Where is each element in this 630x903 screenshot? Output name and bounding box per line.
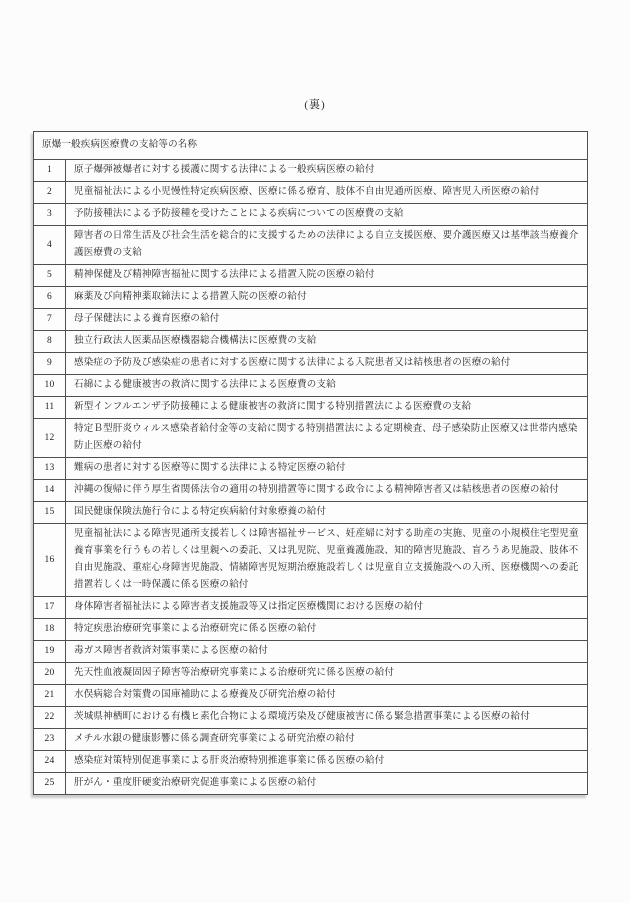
row-number: 23 [34,729,66,751]
table-row [34,375,588,397]
table-row [34,353,588,375]
benefit-rows [34,160,588,795]
table-row [34,309,588,331]
row-number: 21 [34,685,66,707]
row-text: 特定疾患治療研究事業による治療研究に係る医療の給付 [66,619,588,641]
table-row [34,729,588,751]
table-row [34,524,588,597]
row-number: 3 [34,204,66,226]
row-number: 16 [34,524,66,597]
row-text: 感染症の予防及び感染症の患者に対する医療に関する法律による入院患者又は結核患者の医療の給付 [66,353,588,375]
table-title: 原爆一般疾病医療費の支給等の名称 [34,132,588,160]
row-text: 茨城県神栖町における有機ヒ素化合物による環境汚染及び健康被害に係る緊急措置事業による医療の給付 [66,707,588,729]
row-text: 予防接種法による予防接種を受けたことによる疾病についての医療費の支給 [66,204,588,226]
row-number: 6 [34,287,66,309]
row-number: 2 [34,182,66,204]
table-row [34,397,588,419]
table-row [34,419,588,458]
row-number: 9 [34,353,66,375]
row-text: 新型インフルエンザ予防接種による健康被害の救済に関する特別措置法による医療費の支給 [66,397,588,419]
row-text: 毒ガス障害者救済対策事業による医療の給付 [66,641,588,663]
row-number: 24 [34,751,66,773]
row-text: 石綿による健康被害の救済に関する法律による医療費の支給 [66,375,588,397]
table-row [34,619,588,641]
row-number: 19 [34,641,66,663]
table-row [34,773,588,795]
table-row [34,160,588,182]
table-row [34,480,588,502]
table-row [34,597,588,619]
row-number: 18 [34,619,66,641]
table-row [34,707,588,729]
row-text: 独立行政法人医薬品医療機器総合機構法に医療費の支給 [66,331,588,353]
row-number: 8 [34,331,66,353]
row-number: 14 [34,480,66,502]
table-row [34,226,588,265]
row-text: 肝がん・重度肝硬変治療研究促進事業による医療の給付 [66,773,588,795]
row-text: 感染症対策特別促進事業による肝炎治療特別推進事業に係る医療の給付 [66,751,588,773]
row-number: 11 [34,397,66,419]
table-row [34,204,588,226]
row-number: 10 [34,375,66,397]
row-text: 沖縄の復帰に伴う厚生省関係法令の適用の特別措置等に関する政令による精神障害者又は結核患者の医療の給付 [66,480,588,502]
table-row [34,287,588,309]
table-row [34,265,588,287]
row-number: 1 [34,160,66,182]
table-row [34,331,588,353]
row-text: 児童福祉法による小児慢性特定疾病医療、医療に係る療育、肢体不自由児通所医療、障害児入所医療の給付 [66,182,588,204]
row-text: 特定Ｂ型肝炎ウィルス感染者給付金等の支給に関する特別措置法による定期検査、母子感染防止医療又は世帯内感染防止医療の給付 [66,419,588,458]
table-row [34,502,588,524]
row-text: 麻薬及び向精神薬取締法による措置入院の医療の給付 [66,287,588,309]
table-row [34,641,588,663]
row-text: 国民健康保険法施行令による特定疾病給付対象療養の給付 [66,502,588,524]
row-number: 5 [34,265,66,287]
row-number: 17 [34,597,66,619]
row-number: 22 [34,707,66,729]
row-number: 7 [34,309,66,331]
table-row [34,663,588,685]
row-text: 障害者の日常生活及び社会生活を総合的に支援するための法律による自立支援医療、要介護医療又は基準該当療養介護医療費の支給 [66,226,588,265]
row-number: 4 [34,226,66,265]
table-header [34,132,588,160]
row-text: 精神保健及び精神障害福祉に関する法律による措置入院の医療の給付 [66,265,588,287]
row-number: 13 [34,458,66,480]
row-text: 難病の患者に対する医療等に関する法律による特定医療の給付 [66,458,588,480]
row-text: 先天性血液凝固因子障害等治療研究事業による治療研究に係る医療の給付 [66,663,588,685]
row-text: 児童福祉法による障害児通所支援若しくは障害福祉サービス、妊産婦に対する助産の実施、児童の小規模住宅型児童養育事業を行うもの若しくは里親への委託、又は乳児院、児童養護施設、知的障害児施設、盲ろうあ児施設、肢体不自由児施設、重症心身障害児施設、情緒障害児短期治療施設若しくは児童自立支援施設への入所、医療機関への委託措置若しくは一時保護に係る医療の給付 [66,524,588,597]
table-title-row [34,132,588,160]
row-number: 12 [34,419,66,458]
page-side-label: (裏) [304,99,326,111]
benefit-names-table [33,131,588,795]
row-text: 水俣病総合対策費の国庫補助による療養及び研究治療の給付 [66,685,588,707]
table-row [34,685,588,707]
row-text: 原子爆弾被爆者に対する援護に関する法律による一般疾病医療の給付 [66,160,588,182]
table-row [34,458,588,480]
row-number: 25 [34,773,66,795]
row-number: 20 [34,663,66,685]
row-text: 母子保健法による養育医療の給付 [66,309,588,331]
table-row [34,182,588,204]
row-text: 身体障害者福祉法による障害者支援施設等又は指定医療機関における医療の給付 [66,597,588,619]
row-text: メチル水銀の健康影響に係る調査研究事業による研究治療の給付 [66,729,588,751]
table-row [34,751,588,773]
row-number: 15 [34,502,66,524]
